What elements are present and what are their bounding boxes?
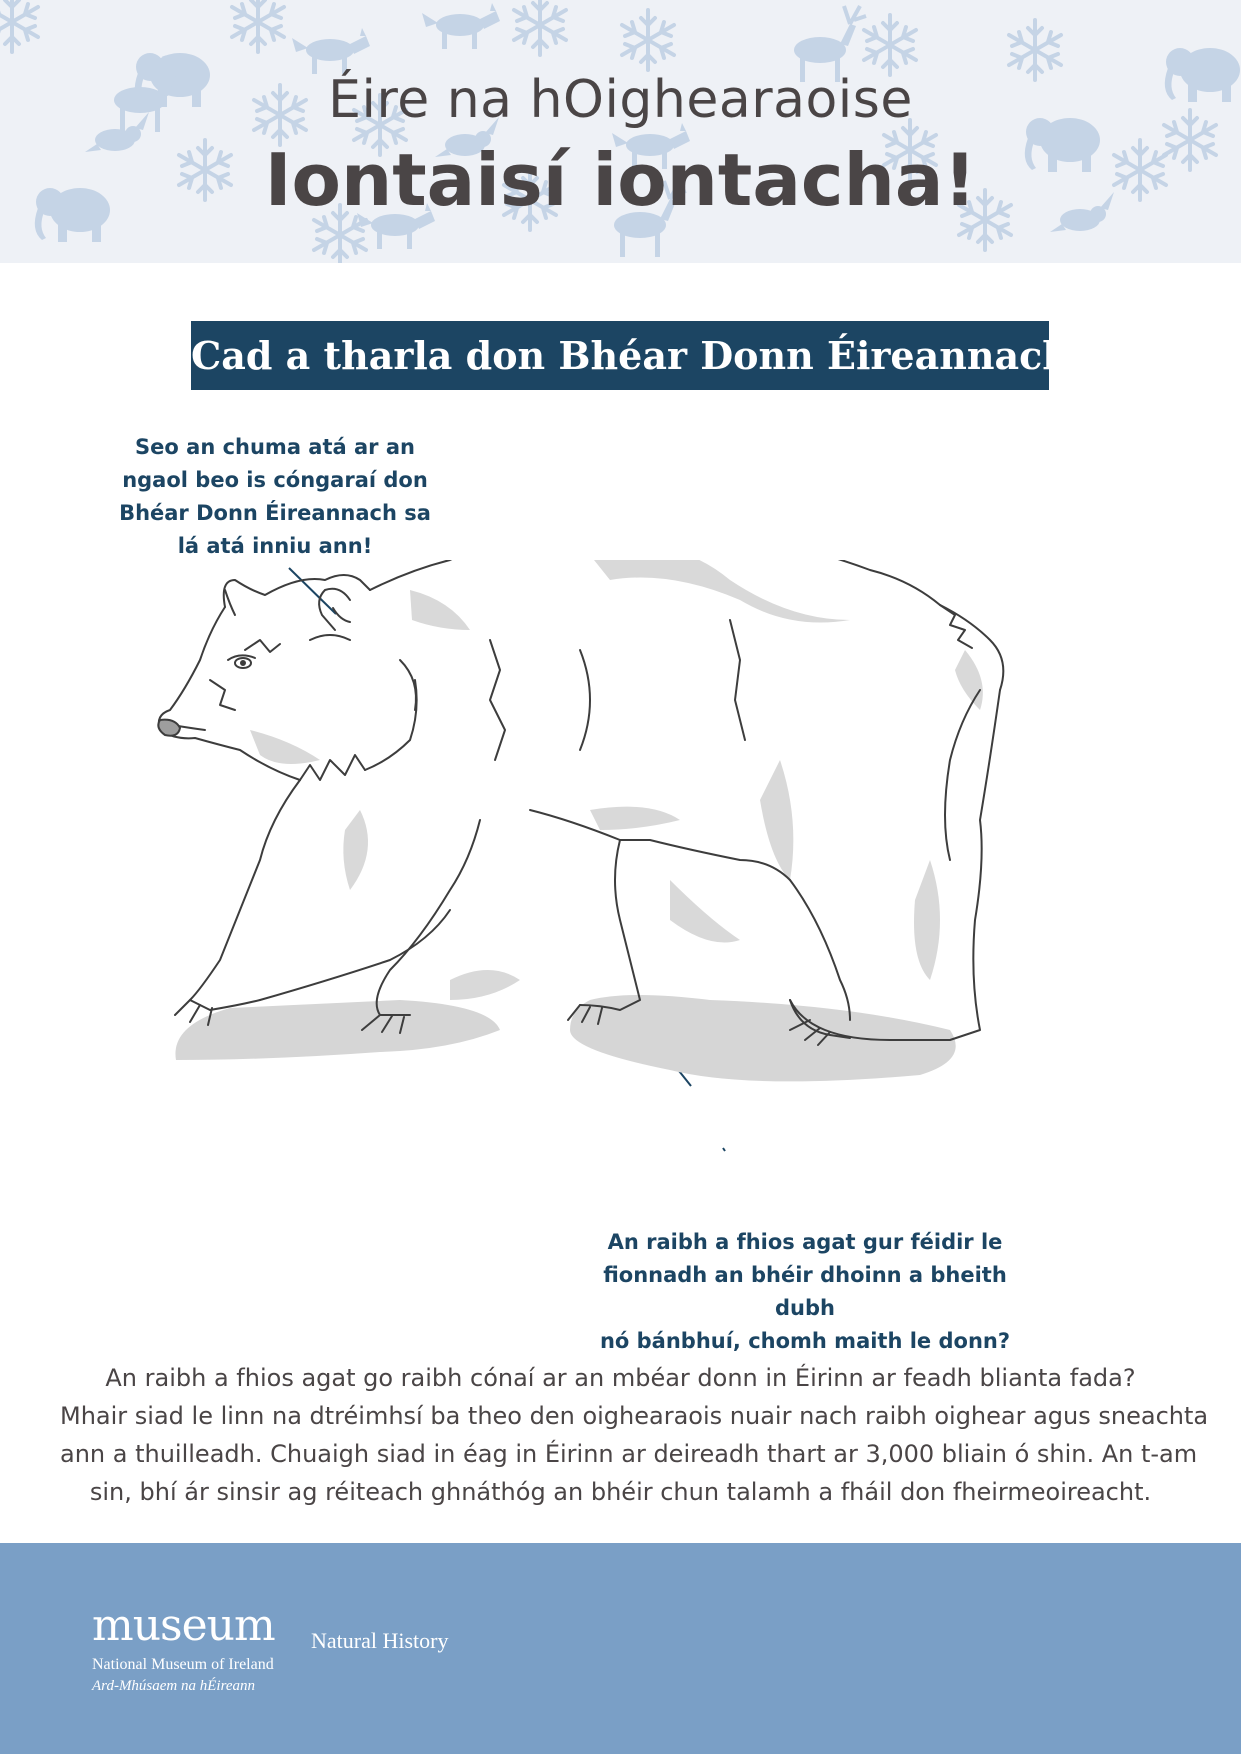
callout-pointer-bottom bbox=[723, 1148, 725, 1151]
ground-shadow bbox=[175, 995, 955, 1081]
callout-line: Seo an chuma atá ar an bbox=[135, 435, 415, 459]
body-line: An raibh a fhios agat go raibh cónaí ar an mbéar donn in Éirinn ar feadh blianta fada? bbox=[105, 1364, 1136, 1392]
ice-age-pattern-icon bbox=[0, 0, 1241, 263]
header-band bbox=[0, 0, 1241, 263]
fur-shading bbox=[250, 560, 983, 1000]
callout-line: nó bánbhuí, chomh maith le donn? bbox=[599, 1329, 1011, 1353]
museum-name-irish: Ard-Mhúsaem na hÉireann bbox=[92, 1678, 256, 1694]
body-paragraph bbox=[60, 1359, 1209, 1511]
question-banner: Cad a tharla don Bhéar Donn Éireannach? bbox=[191, 321, 1049, 390]
bear-outline bbox=[158, 560, 1003, 1045]
department-label: Natural History bbox=[311, 1628, 449, 1653]
body-line: ann a thuilleadh. Chuaigh siad in éag in Éirinn ar deireadh thart ar 3,000 bliain ó shin. An t-am bbox=[60, 1440, 1198, 1468]
callout-line: Bhéar Donn Éireannach sa bbox=[119, 501, 431, 525]
callout-line: lá atá inniu ann! bbox=[177, 534, 373, 558]
museum-name-english: National Museum of Ireland bbox=[92, 1656, 274, 1673]
museum-logo: museum bbox=[92, 1600, 275, 1651]
body-line: sin, bhí ár sinsir ag réiteach ghnáthóg an bhéir chun talamh a fháil don fheirmeoireacht. bbox=[89, 1478, 1152, 1506]
callout-living-relative bbox=[110, 431, 440, 563]
callout-pointer-top bbox=[289, 568, 336, 614]
callout-line: An raibh a fhios agat gur féidir le bbox=[607, 1230, 1003, 1254]
callout-fur-colour bbox=[580, 1226, 1030, 1358]
callout-line: ngaol beo is cóngaraí don bbox=[122, 468, 428, 492]
exhibit-title: Éire na hOighearaoise bbox=[328, 70, 913, 130]
exhibit-headline: Iontaisí iontacha! bbox=[264, 138, 977, 222]
body-line: Mhair siad le linn na dtréimhsí ba theo den oighearaois nuair nach raibh oighear agus sneachta bbox=[60, 1402, 1209, 1430]
callout-line: fionnadh an bhéir dhoinn a bheith dubh bbox=[603, 1263, 1007, 1320]
brown-bear-illustration bbox=[150, 560, 1110, 1220]
